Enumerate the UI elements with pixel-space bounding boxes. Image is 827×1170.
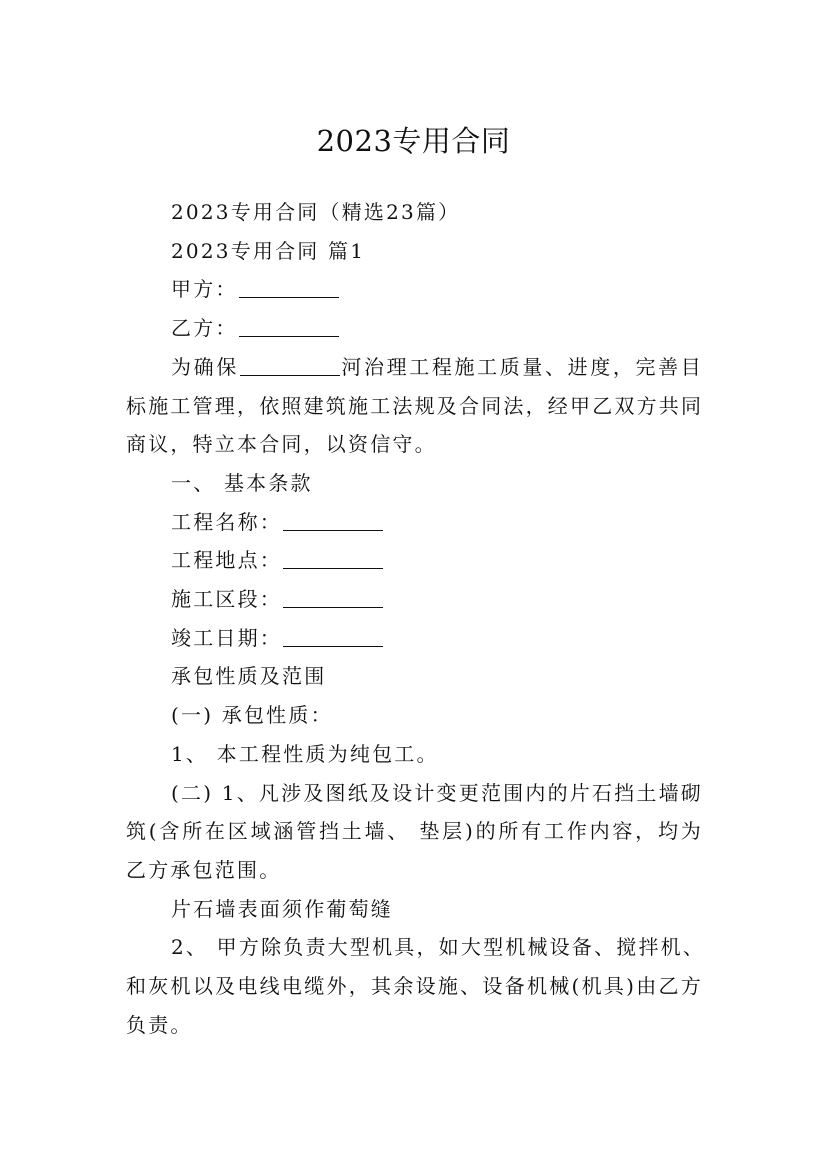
text-line: 标施工管理，依照建筑施工法规及合同法，经甲乙双方共同 (126, 393, 704, 418)
nature-heading (126, 696, 703, 735)
party-b-blank (239, 312, 339, 337)
completion-date-line (126, 619, 703, 658)
equipment-line-3 (126, 1006, 703, 1045)
text-line: 乙方承包范围。 (126, 857, 282, 882)
paragraph-section-title (126, 232, 703, 271)
completion-date-label: 竣工日期： (171, 625, 282, 650)
paragraph-subtitle (126, 193, 703, 232)
construction-section-line (126, 580, 703, 619)
project-location-line (126, 541, 703, 580)
nature-item-1 (126, 735, 703, 774)
construction-section-blank (283, 583, 383, 608)
equipment-line-1 (126, 928, 706, 967)
text-line: (一) 承包性质： (171, 703, 333, 728)
section-basic-terms (126, 464, 703, 503)
text-line: 2、 甲方除负责大型机具，如大型机械设备、搅拌机、 (171, 935, 706, 960)
text-line: 商议，特立本合同，以资信守。 (126, 432, 437, 457)
purpose-prefix: 为确保 (171, 354, 239, 379)
purpose-line-3 (126, 425, 703, 464)
text-line: 1、 本工程性质为纯包工。 (171, 741, 439, 766)
text-line: 筑(含所在区域涵管挡土墙、 垫层)的所有工作内容，均为 (126, 819, 703, 844)
completion-date-blank (283, 622, 383, 647)
construction-section-label: 施工区段： (171, 587, 282, 612)
text-line: 片石墙表面须作葡萄缝 (171, 896, 393, 921)
project-name-blank (283, 506, 383, 531)
purpose-line-2 (126, 387, 703, 426)
party-a-line (126, 270, 703, 309)
purpose-line-1 (126, 348, 703, 387)
scope-heading (126, 657, 703, 696)
section-heading: 一、 基本条款 (171, 470, 313, 495)
text-line: 负责。 (126, 1012, 193, 1037)
project-name-line (126, 503, 703, 542)
text-line: 承包性质及范围 (171, 664, 327, 689)
text-line: 和灰机以及电线电缆外，其余设施、设备机械(机具)由乙方 (126, 974, 703, 999)
scope-item-line-3 (126, 851, 703, 890)
party-a-label: 甲方： (171, 277, 238, 302)
party-b-label: 乙方： (171, 316, 238, 341)
party-a-blank (239, 273, 339, 298)
text-line: (二) 1、凡涉及图纸及设计变更范围内的片石挡土墙砌 (171, 780, 703, 805)
equipment-line-2 (126, 967, 703, 1006)
river-name-blank (240, 351, 340, 376)
text-line: 2023专用合同（精选23篇） (171, 200, 461, 224)
project-location-label: 工程地点： (171, 548, 282, 573)
party-b-line (126, 309, 703, 348)
scope-item-line-1 (126, 774, 703, 813)
document-title: 2023专用合同 (316, 124, 511, 159)
document-body (126, 193, 706, 1044)
text-line: 2023专用合同 篇1 (171, 238, 366, 263)
project-name-label: 工程名称： (171, 509, 282, 534)
project-location-blank (283, 544, 383, 569)
scope-item-line-2 (126, 812, 703, 851)
purpose-suffix: 河治理工程施工质量、进度，完善目 (340, 354, 704, 379)
stone-wall-note (126, 890, 703, 929)
